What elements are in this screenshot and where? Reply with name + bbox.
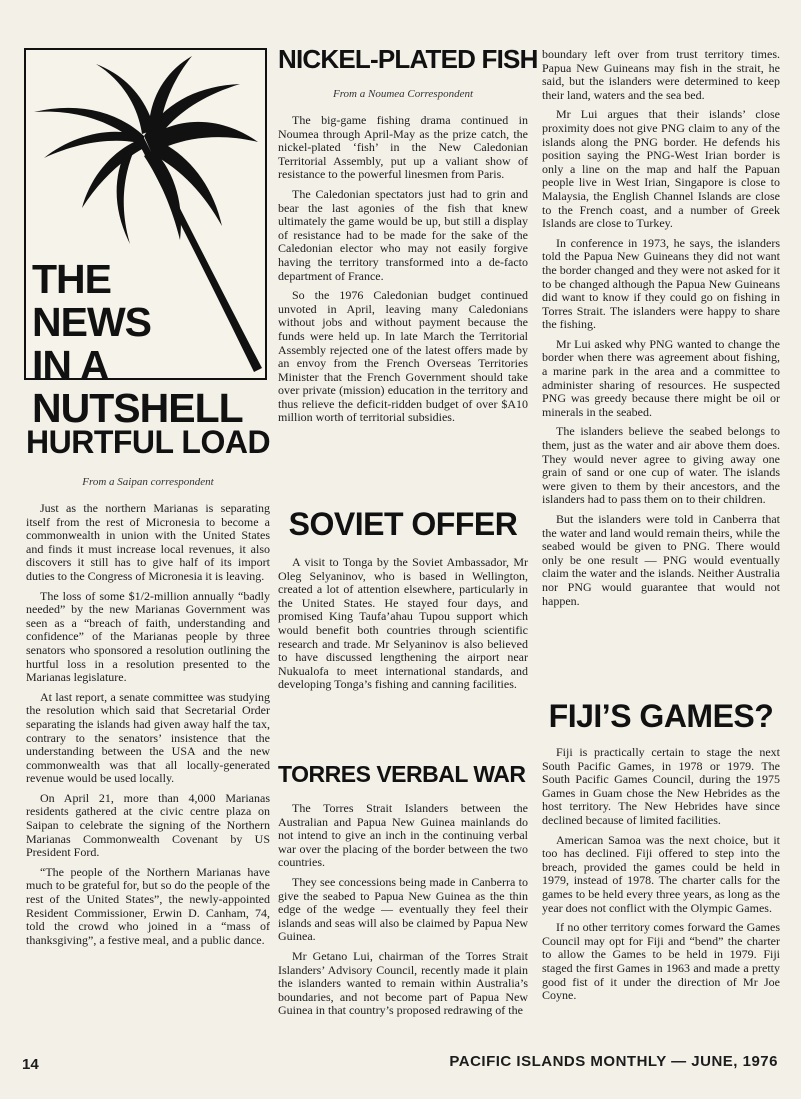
logo-line-2: NEWS	[32, 299, 151, 345]
paragraph: Mr Lui argues that their islands’ close proximity does not give PNG claim to any of the islands along the PNG border. He defends his position saying the PNG-West Irian border is only a line on the map and half the Papuan people live in West Irian, Singapore is close to Malaysia, the English Channel Islands are close to the French coast, and a number of Greek Islands are close to Turkey.	[542, 107, 780, 231]
logo-title	[32, 258, 243, 430]
logo-line-1: THE	[32, 256, 111, 302]
headline-torres-verbal-war: TORRES VERBAL WAR	[278, 761, 526, 787]
paragraph: The big-game fishing drama continued in Noumea through April-May as the prize catch, the nickel-plated ‘fish’ in the New Caledonian Territorial Assembly, put up a valiant show of resistance to the powerful linesmen from Paris.	[278, 113, 528, 182]
paragraph: But the islanders were told in Canberra that the water and land would remain theirs, while the seabed would be given to PNG. There would only be one result — PNG would eventually claim the water and the islands. Neither Australia nor PNG would guarantee that would not happen.	[542, 512, 780, 608]
logo-line-4: NUTSHELL	[32, 385, 243, 431]
paragraph: They see concessions being made in Canberra to give the seabed to Papua New Guinea as the thin edge of the wedge — eventually they feel their islands and seas will also be claimed by Papua New Guinea.	[278, 874, 528, 944]
paragraph: On April 21, more than 4,000 Marianas residents gathered at the civic centre plaza on Saipan to celebrate the signing of the Northern Marianas Commonwealth Covenant by US President Ford.	[26, 790, 270, 860]
article-torres-continued	[542, 48, 780, 614]
paragraph: A visit to Tonga by the Soviet Ambassador, Mr Oleg Selyaninov, who is based in Wellington, created a lot of attention elsewhere, particularly in the United States. He stayed four days, and promised King Taufa’ahau Tupou support which would benefit both countries through scientific research and trade. Mr Selyaninov is also believed to have discussed lengthening the airport near Nukualofa to meet international standards, and developing Tonga’s fishing and canning facilities.	[278, 555, 528, 692]
paragraph: The loss of some $1/2-million annually “badly needed” by the new Marianas Government was seen as a “breach of faith, understanding and confidence” of the Marianas people by three senators who sponsored a resolution outlining the hurtful loss in a resolution presented to the Marianas legislature.	[26, 588, 270, 685]
headline-fijis-games: FIJI’S GAMES?	[548, 698, 774, 734]
paragraph: In conference in 1973, he says, the islanders told the Papua New Guineans they did not want the border changed and they were not asked for it to be changed although the Papua New Guineans did want to know if they could go on fishing in Torres Strait. The islanders were happy to share the fishing.	[542, 235, 780, 332]
article-torres-verbal-war	[278, 760, 528, 1024]
headline-nickel-plated-fish: NICKEL-PLATED FISH	[278, 44, 538, 74]
paragraph: Mr Getano Lui, chairman of the Torres Strait Islanders’ Advisory Council, recently made it plain the islanders wanted to remain within Australia’s boundaries, and not become part of Papua New Guinea in that country’s proposed redrawing of the	[278, 948, 528, 1018]
logo-line-3: IN A	[32, 342, 109, 388]
paragraph: The islanders believe the seabed belongs to them, just as the water and air above them does. They would never agree to giving away one grain of sand or one cup of water. The islands were given to them by their ancestors, and the islanders had to pass them on to their children.	[542, 424, 780, 507]
article-hurtful-load	[26, 424, 270, 953]
article-soviet-offer	[278, 506, 528, 698]
paragraph: At last report, a senate committee was studying the resolution which said that Secretarial Order separating the islands had given away half the tax, contrary to the senators’ insistence that the understanding between the USA and the new commonwealth was that all locally-generated revenue would be used locally.	[26, 689, 270, 786]
page-number: 14	[22, 1056, 39, 1073]
paragraph: So the 1976 Caledonian budget continued unvoted in April, leaving many Caledonians without jobs and without payment because the funds were held up. In late March the Territorial Assembly rejected one of the latest offers made by an envoy from the French Overseas Territories Minister that the French Government should take over private (mission) education in the territory and thus relieve the deficit-ridden budget of over $A10 million worth of territorial subsidies.	[278, 288, 528, 425]
paragraph: American Samoa was the next choice, but it too has declined. Fiji offered to step into the breach, provided the games could be held in 1979, instead of 1978. The charter calls for the games to be held every three years, as long as the year does not conflict with the Olympic Games.	[542, 832, 780, 915]
paragraph: The Torres Strait Islanders between the Australian and Papua New Guinea mainlands do not intend to give an inch in the continuing verbal war over the placing of the border between the two countries.	[278, 801, 528, 870]
paragraph: If no other territory comes forward the Games Council may opt for Fiji and “bend” the charter to allow the Games to be held in 1979. Fiji staged the first Games in 1963 and made a pretty good fist of it under the direction of Mr Joe Coyne.	[542, 920, 780, 1003]
publication-footer: PACIFIC ISLANDS MONTHLY — JUNE, 1976	[449, 1053, 778, 1070]
byline-hurtful-load: From a Saipan correspondent	[82, 476, 214, 488]
paragraph: “The people of the Northern Marianas have much to be grateful for, but so do the people of the rest of the United States”, the newly-appointed Resident Commissioner, Erwin D. Canham, 74, told the crowd who joined in a “mass of thanksgiving”, a festive meal, and a public dance.	[26, 864, 270, 947]
byline-nickel-plated-fish: From a Noumea Correspondent	[332, 88, 474, 100]
paragraph: boundary left over from trust territory times. Papua New Guineans may fish in the strait, he said, but the islanders were determined to keep their land, waters and the sea bed.	[542, 47, 780, 102]
paragraph: Fiji is practically certain to stage the next South Pacific Games, in 1978 or 1979. The South Pacific Games Council, during the 1975 Games in Guam chose the New Hebrides as the host territory. The New Hebrides have since declined because of limited facilities.	[542, 745, 780, 827]
headline-hurtful-load: HURTFUL LOAD	[26, 424, 271, 460]
paragraph: Just as the northern Marianas is separating itself from the rest of Micronesia to become a commonwealth in union with the United States and finds it must increase local revenues, it also discovers it still has to give half of its import duties to the Congress of Micronesia it is leaving.	[26, 501, 270, 583]
article-fijis-games	[542, 698, 780, 1009]
paragraph: Mr Lui asked why PNG wanted to change the border when there was agreement about fishing, a marine park in the area and a committee to administer sharing of resources. He suspected PNG was greedy because there might be oil or minerals in the seabed.	[542, 336, 780, 419]
headline-soviet-offer: SOVIET OFFER	[288, 506, 518, 542]
paragraph: The Caledonian spectators just had to grin and bear the last agonies of the fish that knew ultimately the game would be up, but still a display of resistance had to be made for the sake of the Caledonian elector who may not easily forgive having the territory transformed into a de-facto department of France.	[278, 186, 528, 283]
article-nickel-plated-fish	[278, 44, 538, 431]
news-in-a-nutshell-logo	[24, 48, 267, 431]
